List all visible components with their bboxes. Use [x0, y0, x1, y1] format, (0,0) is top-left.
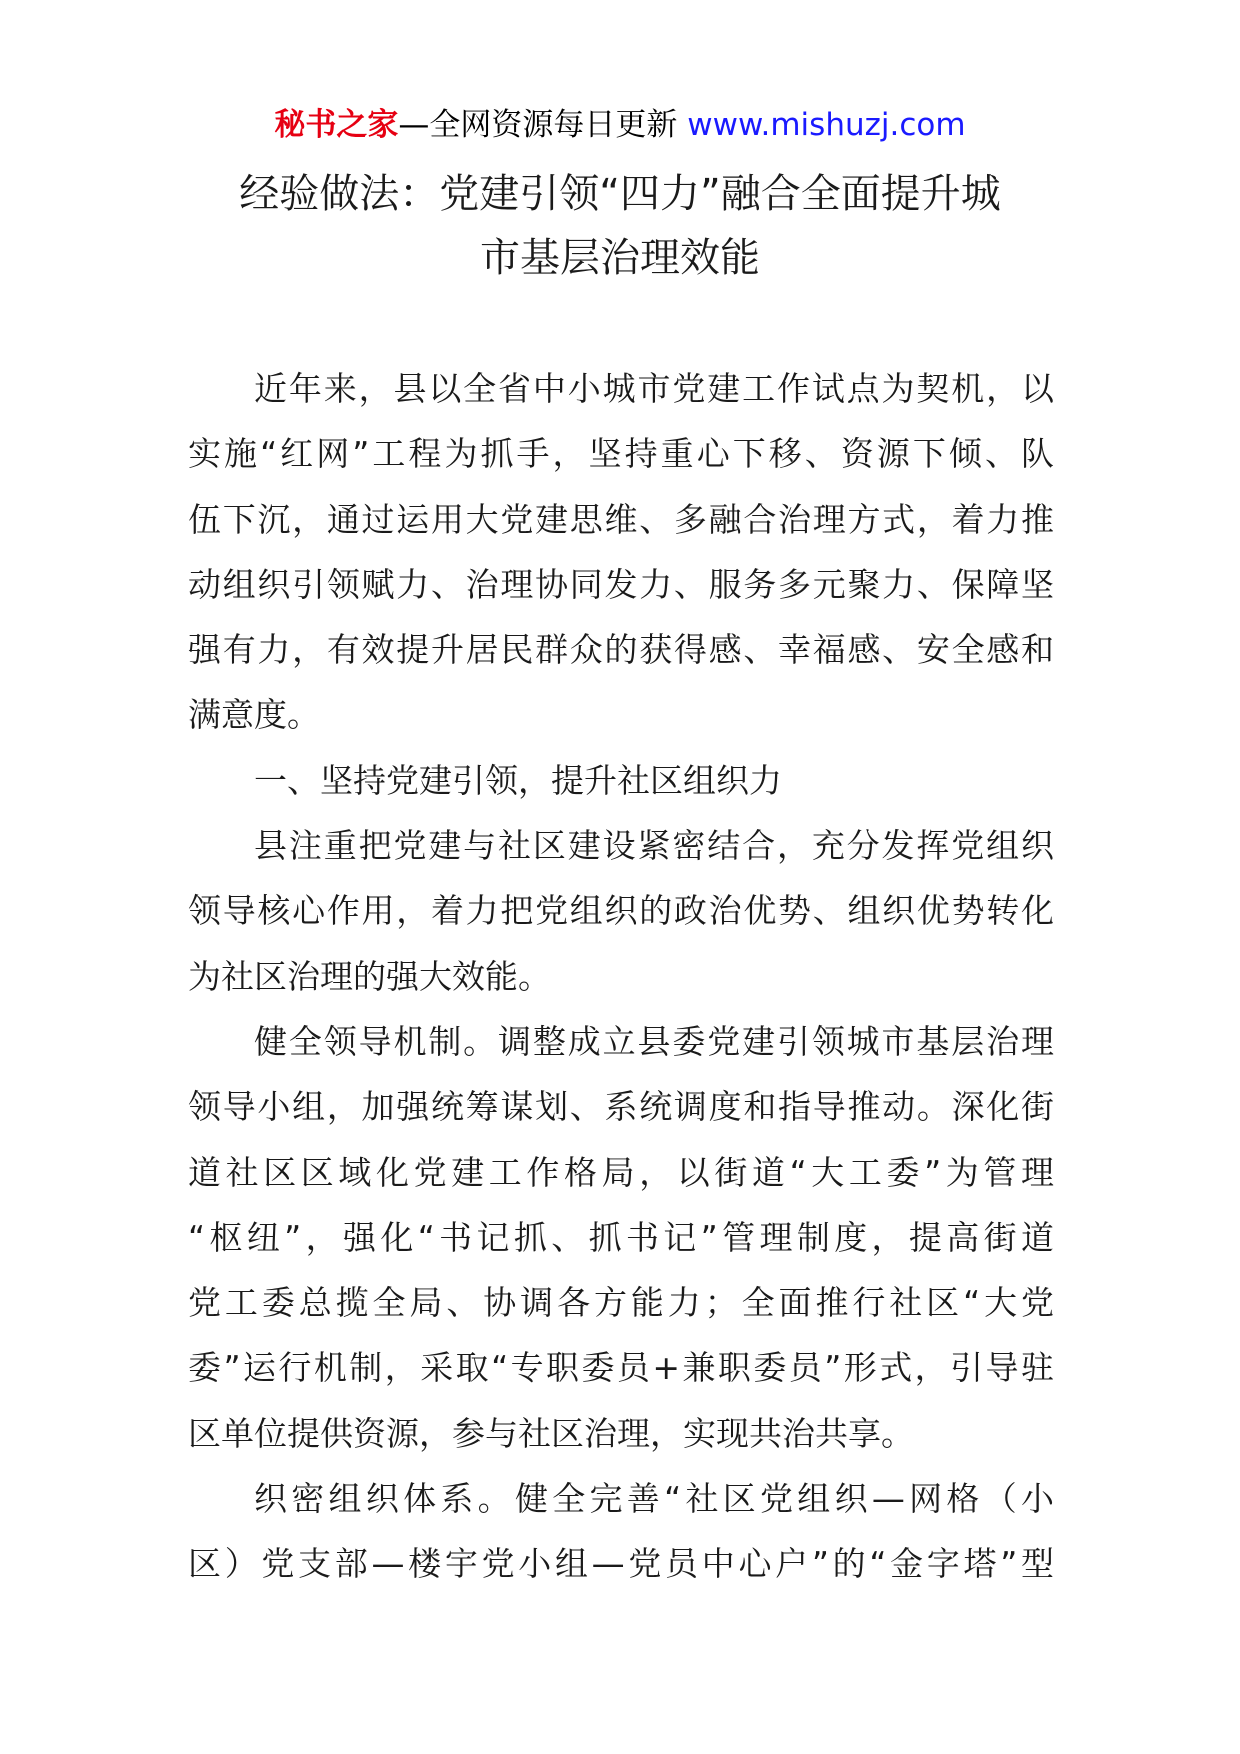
document-title: [150, 162, 1090, 290]
title-line-2: 市基层治理效能: [480, 235, 760, 281]
body-line: 强有力，有效提升居民群众的获得感、幸福感、安全感和: [188, 630, 1054, 670]
body-line: 近年来，县以全省中小城市党建工作试点为契机，以: [254, 369, 1054, 408]
body-line: 道社区区域化党建工作格局，以街道“大工委”为管理: [188, 1152, 1054, 1192]
body-line: 为社区治理的强大效能。: [188, 956, 551, 996]
body-line: 委”运行机制，采取“专职委员+兼职委员”形式，引导驻: [188, 1348, 1054, 1388]
section-heading: 一、坚持党建引领，提升社区组织力: [254, 760, 782, 800]
title-line-1: 经验做法：党建引领“四力”融合全面提升城: [239, 171, 1001, 217]
header-slogan: —全网资源每日更新: [398, 107, 688, 143]
body-line: 区单位提供资源，参与社区治理，实现共治共享。: [188, 1413, 914, 1453]
body-line: 满意度。: [188, 695, 320, 735]
body-line: 伍下沉，通过运用大党建思维、多融合治理方式，着力推: [188, 499, 1054, 539]
brand-name: 秘书之家: [274, 107, 399, 143]
body-line: 领导核心作用，着力把党组织的政治优势、组织优势转化: [188, 891, 1054, 931]
body-line: 健全领导机制。调整成立县委党建引领城市基层治理: [254, 1021, 1054, 1061]
website-link[interactable]: www.mishuzj.com: [687, 107, 966, 143]
body-line: 织密组织体系。健全完善“社区党组织—网格（小: [254, 1479, 1054, 1519]
body-line: “枢纽”，强化“书记抓、抓书记”管理制度，提高街道: [188, 1217, 1054, 1257]
body-line: 县注重把党建与社区建设紧密结合，充分发挥党组织: [254, 826, 1054, 866]
body-line: 领导小组，加强统筹谋划、系统调度和指导推动。深化街: [188, 1087, 1054, 1127]
body-line: 党工委总揽全局、协调各方能力；全面推行社区“大党: [188, 1283, 1054, 1323]
body-line: 区）党支部—楼宇党小组—党员中心户”的“金字塔”型: [188, 1544, 1054, 1584]
document-body: [188, 356, 1054, 1597]
body-line: 实施“红网”工程为抓手，坚持重心下移、资源下倾、队: [188, 434, 1054, 474]
body-line: 动组织引领赋力、治理协同发力、服务多元聚力、保障坚: [188, 564, 1054, 604]
watermark-header: [0, 100, 1240, 150]
